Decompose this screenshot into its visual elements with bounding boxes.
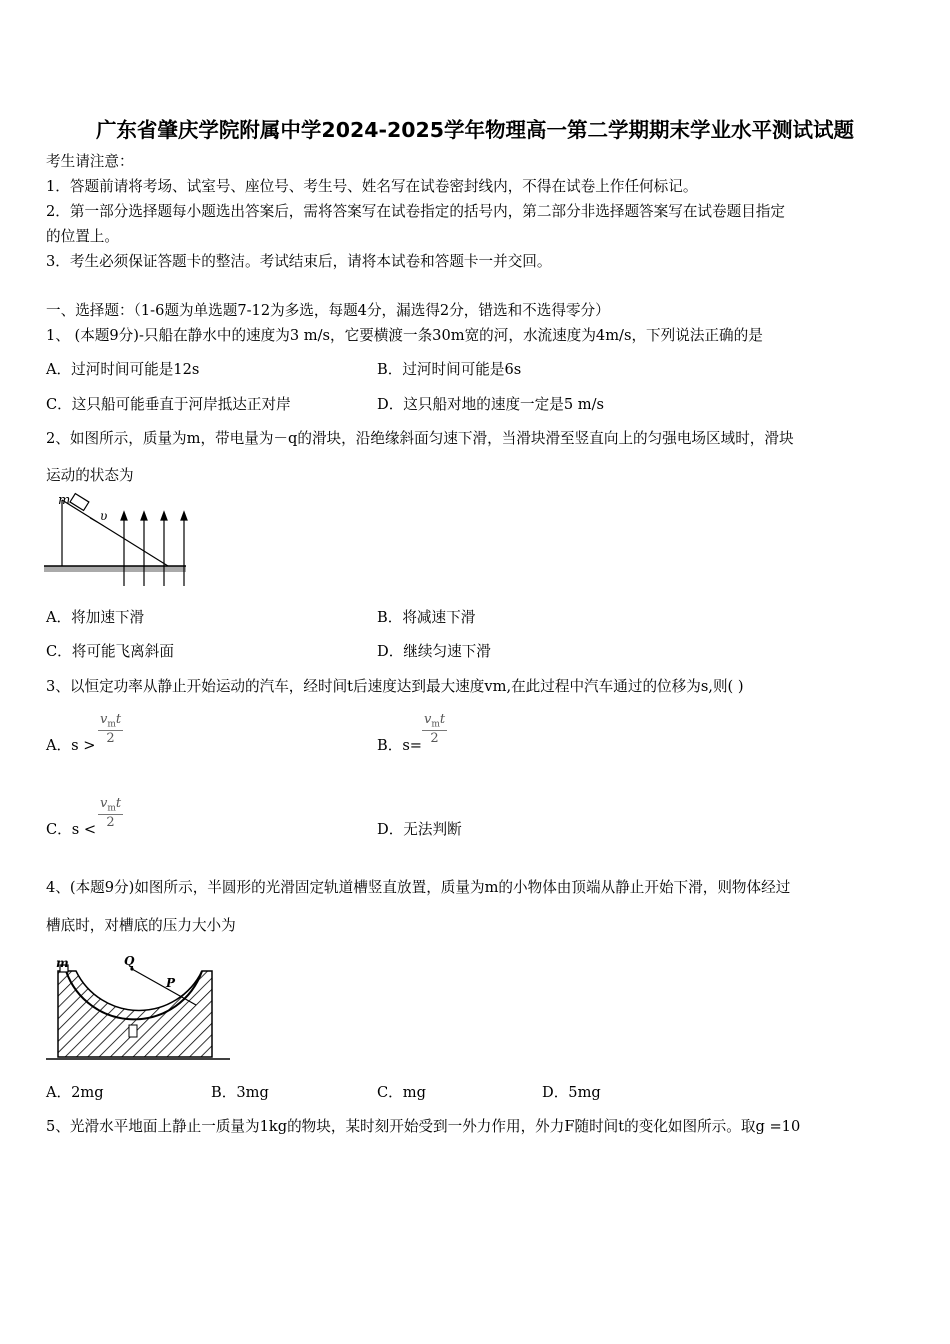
- q2-option-a: A．将加速下滑: [46, 609, 145, 626]
- q2-option-c: C．将可能飞离斜面: [46, 643, 174, 660]
- q1-option-a: A．过河时间可能是12s: [46, 361, 200, 378]
- q3-b-fraction: $v_mt$ 2: [424, 712, 446, 746]
- track-body: [58, 971, 212, 1057]
- q4-option-a: A．2mg: [46, 1084, 104, 1101]
- q1-option-d: D．这只船对地的速度一定是5 m/s: [377, 396, 604, 413]
- q4-stem: 4、(本题9分)如图所示，半圆形的光滑固定轨道槽竖直放置，质量为m的小物体由顶端从静止开始下滑，则物体经过: [46, 879, 791, 896]
- q4-option-b: B．3mg: [211, 1084, 269, 1101]
- label-m: m: [58, 493, 71, 508]
- ground: [44, 566, 186, 572]
- radius-line: [132, 969, 196, 1005]
- q3-option-d: D．无法判断: [377, 821, 462, 838]
- field-arrows: [121, 512, 187, 586]
- q1-option-b: B．过河时间可能是6s: [377, 361, 522, 378]
- slider-block: [70, 494, 89, 511]
- q2-stem: 2、如图所示，质量为m，带电量为－q的滑块，沿绝缘斜面匀速下滑，当滑块滑至竖直向上的匀强电场区域时，滑块: [46, 430, 794, 447]
- label-m: m: [56, 956, 69, 970]
- q1-option-c: C．这只船可能垂直于河岸抵达正对岸: [46, 396, 291, 413]
- q3-stem: 3、以恒定功率从静止开始运动的汽车，经时间t后速度达到最大速度vm,在此过程中汽车通过的位移为s,则( ): [46, 678, 744, 695]
- label-P: P: [166, 976, 176, 990]
- q2-option-b: B．将减速下滑: [377, 609, 476, 626]
- q5-stem: 5、光滑水平地面上静止一质量为1kg的物块，某时刻开始受到一外力作用，外力F随时间t的变化如图所示。取g =10: [46, 1118, 801, 1135]
- q4-option-c: C．mg: [377, 1084, 426, 1101]
- label-Q: Q: [124, 954, 135, 968]
- q3-a-fraction: $v_mt$ 2: [100, 712, 122, 746]
- q3-option-c: C．s <: [46, 821, 97, 838]
- q2-figure: [44, 490, 190, 588]
- incline-surface: [62, 500, 168, 566]
- label-v: υ: [100, 509, 108, 523]
- q2-option-d: D．继续匀速下滑: [377, 643, 491, 660]
- notice-item-3: 3．考生必须保证答题卡的整洁。考试结束后，请将本试卷和答题卡一并交回。: [46, 253, 552, 270]
- q2-stem-cont: 运动的状态为: [46, 467, 134, 484]
- q4-option-d: D．5mg: [542, 1084, 601, 1101]
- q1-stem: 1、 (本题9分)-只船在静水中的速度为3 m/s，它要横渡一条30m宽的河，水流速度为4m/s，下列说法正确的是: [46, 327, 763, 344]
- q3-option-b: B．s=: [377, 737, 423, 754]
- notice-item-2: 2．第一部分选择题每小题选出答案后，需将答案写在试卷指定的括号内，第二部分非选择题答案写在试卷题目指定: [46, 203, 785, 220]
- q3-c-fraction: $v_mt$ 2: [100, 796, 122, 830]
- section-heading: 一、选择题：（1-6题为单选题7-12为多选，每题4分，漏选得2分，错选和不选得零分）: [46, 302, 610, 319]
- notice-heading: 考生请注意：: [46, 153, 134, 170]
- notice-item-2-cont: 的位置上。: [46, 228, 119, 245]
- page-title: 广东省肇庆学院附属中学2024-2025学年物理高一第二学期期末学业水平测试试题: [95, 118, 855, 142]
- q4-stem-cont: 槽底时，对槽底的压力大小为: [46, 917, 236, 934]
- q3-option-a: A．s >: [46, 737, 96, 754]
- q4-figure: [44, 953, 234, 1065]
- notice-item-1: 1．答题前请将考场、试室号、座位号、考生号、姓名写在试卷密封线内，不得在试卷上作任何标记。: [46, 178, 698, 195]
- bottom-marker: [129, 1025, 137, 1037]
